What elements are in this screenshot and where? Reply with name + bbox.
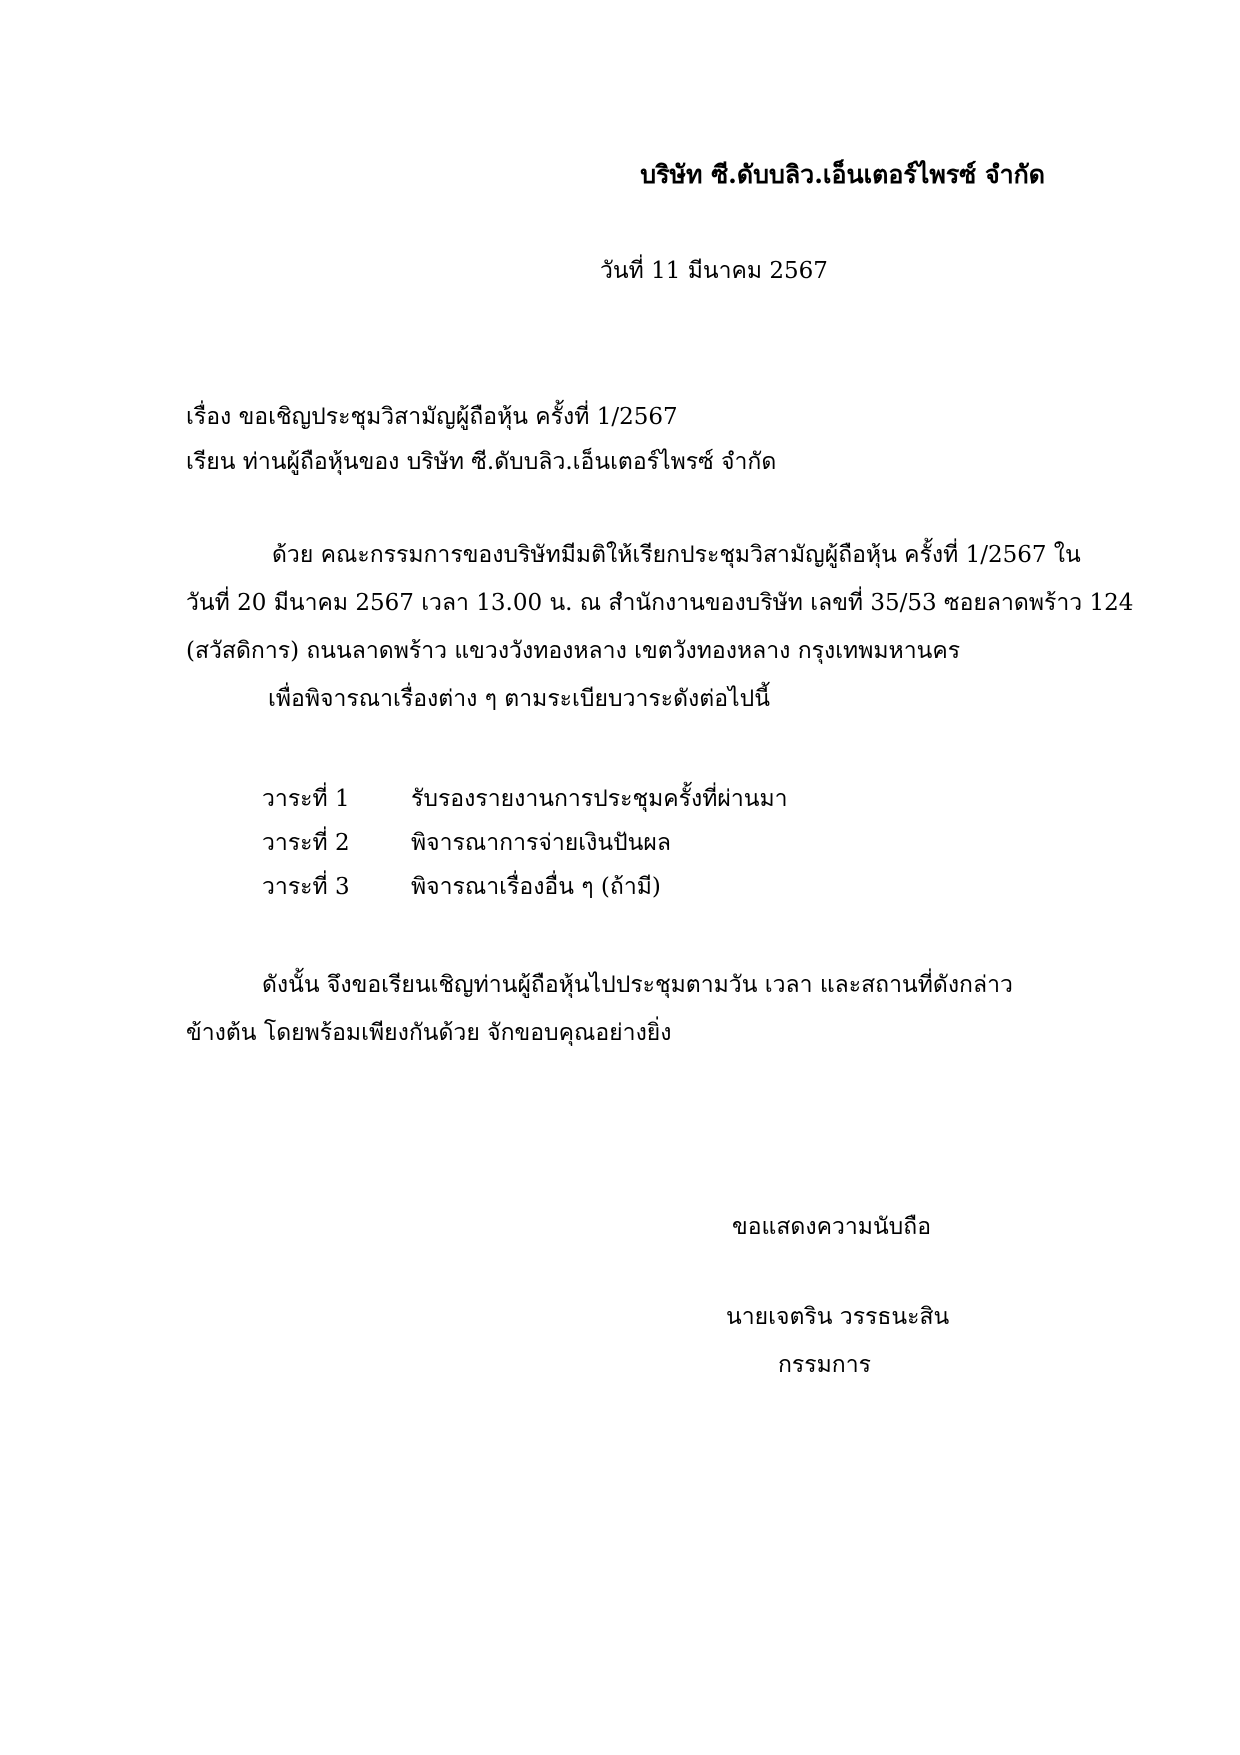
- signer-title: กรรมการ: [778, 1352, 871, 1378]
- letter-recipient: เรียน ท่านผู้ถือหุ้นของ บริษัท ซี.ดับบลิว.เอ็นเตอร์ไพรซ์ จำกัด: [186, 449, 777, 475]
- agenda-text: รับรองรายงานการประชุมครั้งที่ผ่านมา: [411, 786, 788, 812]
- company-title: บริษัท ซี.ดับบลิว.เอ็นเตอร์ไพรซ์ จำกัด: [640, 160, 1045, 189]
- signer-name: นายเจตริน วรรธนะสิน: [726, 1304, 950, 1330]
- agenda-text: พิจารณาเรื่องอื่น ๆ (ถ้ามี): [411, 874, 661, 900]
- conclusion-line: ดังนั้น จึงขอเรียนเชิญท่านผู้ถือหุ้นไปประชุมตามวัน เวลา และสถานที่ดังกล่าว: [262, 972, 1013, 998]
- body-line: ด้วย คณะกรรมการของบริษัทมีมติให้เรียกประชุมวิสามัญผู้ถือหุ้น ครั้งที่ 1/2567 ใน: [272, 542, 1081, 568]
- conclusion-line: ข้างต้น โดยพร้อมเพียงกันด้วย จักขอบคุณอย่างยิ่ง: [186, 1020, 672, 1046]
- body-line: เพื่อพิจารณาเรื่องต่าง ๆ ตามระเบียบวาระดังต่อไปนี้: [268, 686, 770, 712]
- agenda-text: พิจารณาการจ่ายเงินปันผล: [411, 830, 671, 856]
- agenda-number: วาระที่ 3: [262, 874, 350, 900]
- body-line: (สวัสดิการ) ถนนลาดพร้าว แขวงวังทองหลาง เขตวังทองหลาง กรุงเทพมหานคร: [186, 638, 961, 664]
- closing-phrase: ขอแสดงความนับถือ: [732, 1214, 932, 1240]
- agenda-number: วาระที่ 2: [262, 830, 350, 856]
- letter-subject: เรื่อง ขอเชิญประชุมวิสามัญผู้ถือหุ้น ครั้งที่ 1/2567: [186, 404, 678, 430]
- letter-date: วันที่ 11 มีนาคม 2567: [600, 258, 828, 284]
- body-line: วันที่ 20 มีนาคม 2567 เวลา 13.00 น. ณ สำนักงานของบริษัท เลขที่ 35/53 ซอยลาดพร้าว 124: [186, 590, 1134, 616]
- agenda-number: วาระที่ 1: [262, 786, 350, 812]
